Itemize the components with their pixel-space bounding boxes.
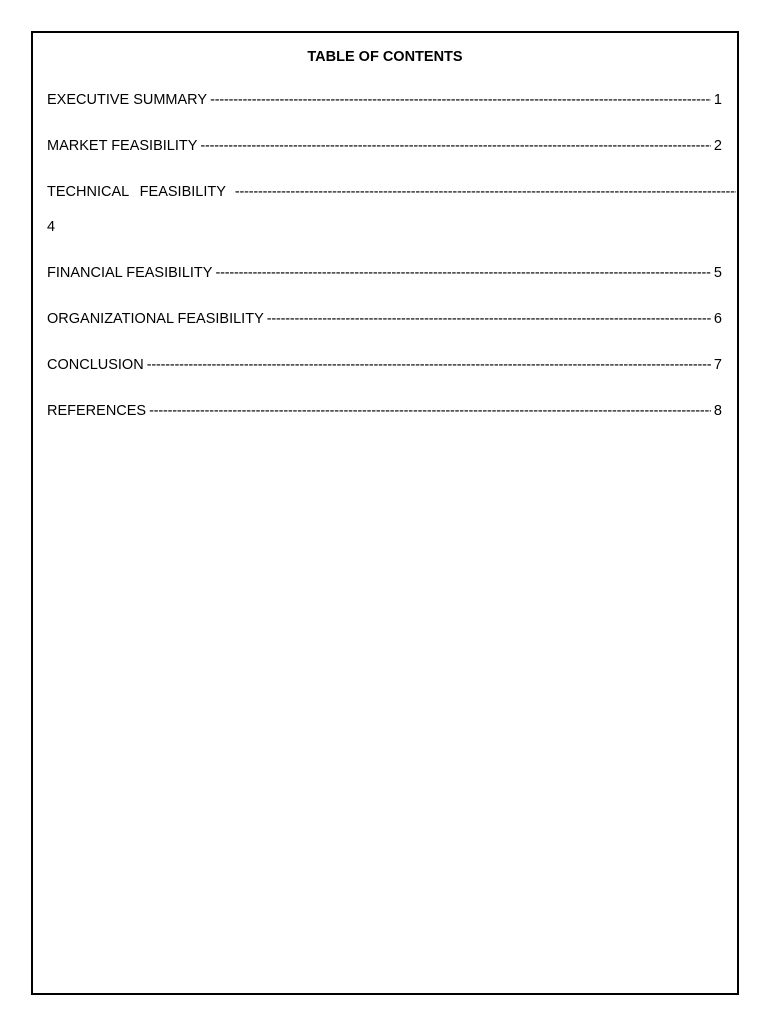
toc-dot-leader [215,264,710,282]
toc-entry-page: 1 [713,92,722,108]
toc-entry-financial-feasibility[interactable] [47,264,722,282]
toc-entry-label: MARKET FEASIBILITY [47,138,198,154]
toc-entry-label: REFERENCES [47,403,147,419]
toc-dot-leader [147,356,711,374]
toc-entry-executive-summary[interactable] [47,91,722,109]
toc-entry-label: CONCLUSION [47,357,144,373]
toc-entry-market-feasibility[interactable] [47,137,722,155]
toc-entry-label: EXECUTIVE SUMMARY [47,92,208,108]
document-page [31,31,739,995]
toc-dot-leader [200,137,711,155]
toc-list [47,91,722,448]
toc-entry-organizational-feasibility[interactable] [47,310,722,328]
toc-entry-label: TECHNICAL FEASIBILITY [47,184,226,200]
toc-dot-leader [210,91,711,109]
toc-entry-conclusion[interactable] [47,356,722,374]
toc-entry-page: 7 [713,357,722,373]
toc-entry-label: ORGANIZATIONAL FEASIBILITY [47,311,264,327]
toc-entry-page: 5 [713,265,722,281]
toc-entry-page: 4 [47,219,56,235]
toc-entry-page: 8 [713,403,722,419]
toc-dot-leader [235,183,736,201]
toc-title: TABLE OF CONTENTS [307,49,463,65]
toc-entry-technical-feasibility[interactable] [47,183,722,236]
toc-entry-references[interactable] [47,402,722,420]
toc-entry-page: 6 [713,311,722,327]
toc-entry-line [47,183,722,201]
toc-dot-leader [267,310,711,328]
toc-entry-page: 2 [713,138,722,154]
toc-entry-label: FINANCIAL FEASIBILITY [47,265,213,281]
toc-dot-leader [149,402,711,420]
